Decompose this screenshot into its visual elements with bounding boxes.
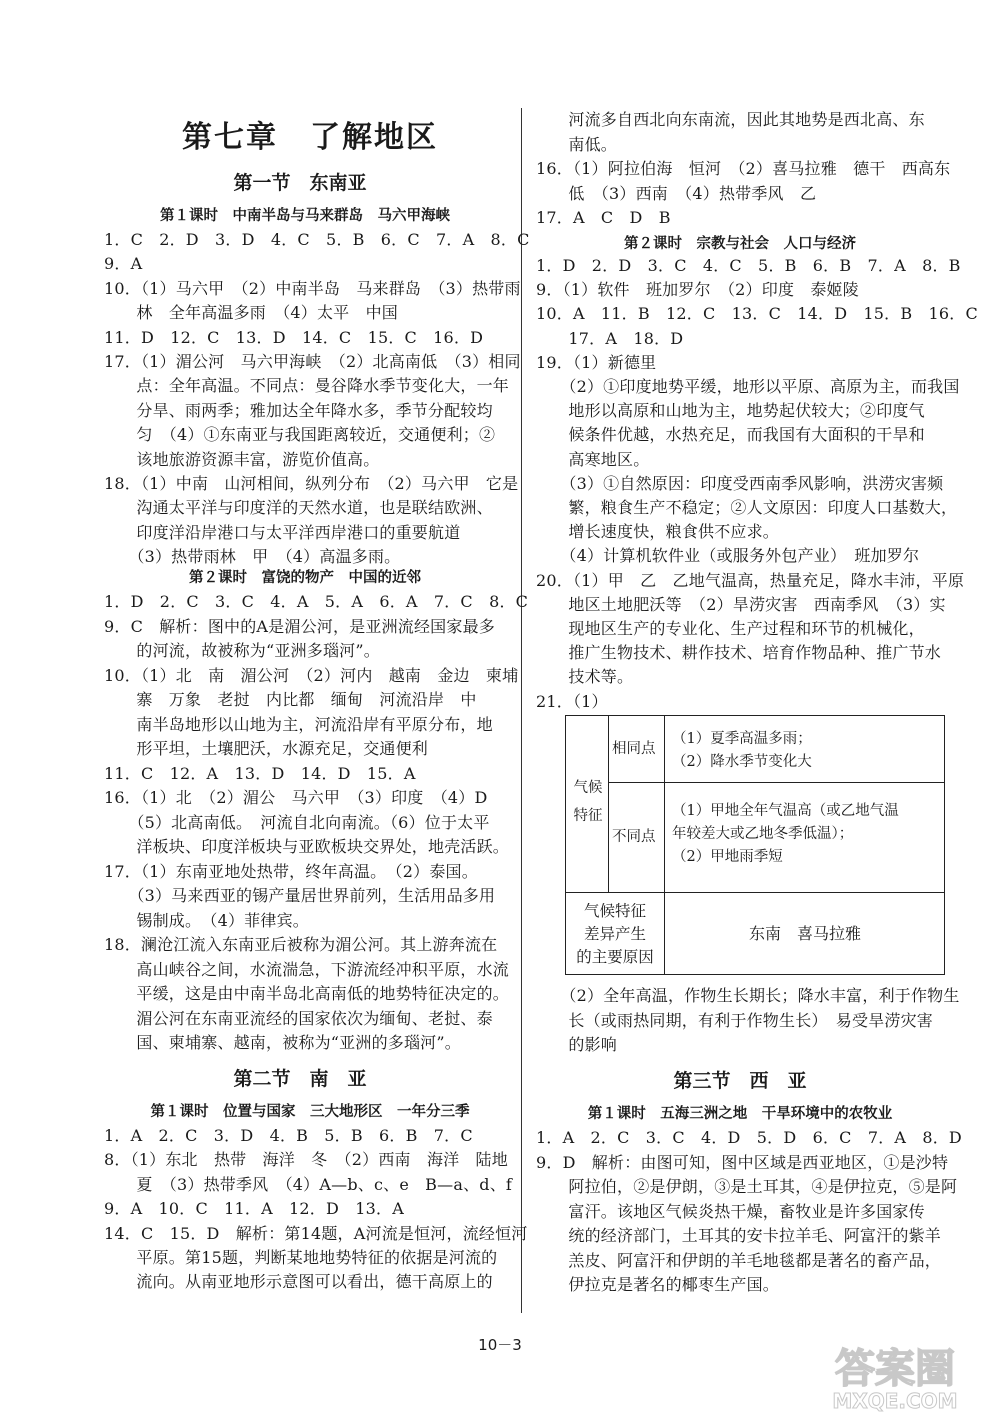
answer-line: 印度洋沿岸港口与太平洋西岸港口的重要航道 — [104, 522, 461, 542]
answer-line: 技术等。 — [536, 667, 634, 687]
answer-line: 平原。第15题，判断某地地势特征的依据是河流的 — [104, 1248, 498, 1267]
answer-line: 国、柬埔寨、越南，被称为“亚洲的多瑙河”。 — [104, 1033, 461, 1052]
answer-line: 19．（1）新德里 — [536, 352, 657, 372]
answer-line: 11．D 12．C 13．D 14．C 15．C 16．D — [104, 327, 484, 347]
answer-line: 1．A 2．C 3．D 4．B 5．B 6．B 7．C — [104, 1126, 473, 1145]
answer-line: （4）计算机软件业（或服务外包产业） 班加罗尔 — [536, 546, 920, 566]
lesson-title: 第１课时 五海三洲之地 干旱环境中的农牧业 — [587, 1106, 893, 1122]
answer-line: 羔皮、阿富汗和伊朗的羊毛地毯都是著名的畜产品， — [536, 1250, 942, 1270]
answer-line: 繁，粮食生产不稳定；②人文原因：印度人口基数大， — [536, 498, 958, 517]
answer-line: 该地旅游资源丰富，游览价值高。 — [104, 449, 380, 469]
answer-line: 洋板块、印度洋板块与亚欧板块交界处，地壳活跃。 — [104, 837, 510, 856]
answer-line: 的河流，故被称为“亚洲多瑙河”。 — [104, 641, 380, 660]
answer-line: 分旱、雨两季；雅加达全年降水多，季节分配较均 — [104, 400, 493, 420]
answer-line: 10．A 11．B 12．C 13．C 14．D 15．B 16．C — [536, 304, 978, 324]
answer-line: 9．A 10．C 11．A 12．D 13．A — [104, 1199, 404, 1219]
answer-line: 8．（1）东北 热带 海洋 冬 （2）西南 海洋 陆地 — [104, 1150, 508, 1170]
answer-line: 14．C 15．D 解析：第14题，A河流是恒河，流经恒河 — [104, 1223, 528, 1243]
answer-line: 平缓，这是由中南半岛北高南低的地势特征决定的。 — [104, 984, 510, 1003]
answer-line: 高山峡谷之间，水流湍急，下游流经冲积平原，水流 — [104, 959, 510, 979]
answer-line: 9．D 解析：由图可知，图中区域是西亚地区，①是沙特 — [536, 1152, 949, 1172]
answer-line: 9．（1）软件 班加罗尔 （2）印度 泰姬陵 — [536, 280, 859, 300]
lesson-title: 第１课时 中南半岛与马来群岛 马六甲海峡 — [160, 208, 450, 224]
svg-text:答案圈: 答案圈 — [835, 1346, 955, 1392]
lesson-title: 第１课时 位置与国家 三大地形区 一年分三季 — [150, 1104, 470, 1120]
answer-line: 1．D 2．C 3．C 4．A 5．A 6．A 7．C 8．C — [104, 592, 529, 611]
answer-line: 16．（1）阿拉伯海 恒河 （2）喜马拉雅 德干 西高东 — [536, 159, 951, 178]
answer-line: 10．（1）马六甲 （2）中南半岛 马来群岛 （3）热带雨 — [104, 278, 521, 298]
answer-line: 21．（1） — [536, 691, 608, 711]
answer-line: 高寒地区。 — [536, 449, 650, 469]
answer-line: 18．澜沧江流入东南亚后被称为湄公河。其上游奔流在 — [104, 935, 498, 954]
answer-line: 点：全年高温。不同点：曼谷降水季节变化大，一年 — [104, 376, 510, 396]
answer-line: 南半岛地形以山地为主，河流沿岸有平原分布，地 — [104, 714, 493, 734]
answer-line: 地区土地肥沃等 （2）旱涝灾害 西南季风 （3）实 — [536, 594, 946, 614]
answer-line: （5）北高南低。 河流自北向南流。（6）位于太平 — [104, 812, 490, 832]
table-diff-points: （1）甲地全年气温高（或乙地气温 年较差大或乙地冬季低温）； （2）甲地雨季短 — [672, 803, 899, 865]
answer-line: 推广生物技术、耕作技术、培育作物品种、推广节水 — [536, 643, 942, 663]
svg-text:MXQE.COM: MXQE.COM — [832, 1389, 958, 1413]
section-title-south-asia: 第二节 南 亚 — [233, 1068, 367, 1090]
answer-line: （3）马来西亚的锡产量居世界前列，生活用品多用 — [104, 886, 496, 905]
answer-line: 20．（1）甲 乙 乙地气温高，热量充足，降水丰沛，平原 — [536, 570, 965, 590]
answer-line: 17．A 18．D — [536, 328, 684, 348]
answer-line: （3）①自然原因：印度受西南季风影响，洪涝灾害频 — [536, 473, 944, 493]
page-number: 10－3 — [478, 1336, 522, 1354]
answer-line: 9．C 解析：图中的A是湄公河，是亚洲流经国家最多 — [104, 616, 495, 636]
watermark-logo — [800, 1340, 990, 1414]
answer-line: 17．A C D B — [536, 208, 671, 227]
answer-line: 17．（1）东南亚地处热带，终年高温。 （2）泰国。 — [104, 861, 478, 881]
column-divider — [521, 108, 522, 1313]
answer-line: 11．C 12．A 13．D 14．D 15．A — [104, 763, 416, 783]
answer-line: 候条件优越，水热充足，而我国有大面积的干旱和 — [536, 425, 925, 445]
answer-line: 增长速度快，粮食供不应求。 — [536, 522, 780, 542]
answer-line: 长（或雨热同期，有利于作物生长） 易受旱涝灾害 — [536, 1010, 934, 1030]
answer-line: 林 全年高温多雨 （4）太平 中国 — [104, 303, 398, 323]
answer-line: 18．（1）中南 山河相间，纵列分布 （2）马六甲 它是 — [104, 474, 519, 493]
answer-line: 统的经济部门，土耳其的安卡拉羊毛、阿富汗的紫羊 — [536, 1226, 942, 1245]
lesson-title: 第２课时 富饶的物产 中国的近邻 — [189, 570, 421, 586]
lesson-title: 第２课时 宗教与社会 人口与经济 — [624, 236, 856, 252]
chapter-title: 第七章 了解地区 — [182, 120, 438, 155]
answer-line: 寨 万象 老挝 内比都 缅甸 河流沿岸 中 — [104, 690, 477, 709]
answer-line: 地形以高原和山地为主，地势起伏较大；②印度气 — [536, 401, 925, 421]
answer-line: 伊拉克是著名的椰枣生产国。 — [536, 1275, 780, 1294]
answer-line: 富汗。该地区气候炎热干燥，畜牧业是许多国家传 — [536, 1201, 925, 1221]
table-label-diff: 不同点 — [612, 829, 656, 845]
answer-line: 夏 （3）热带季风 （4）A—b、c、e B—a、d、f — [104, 1174, 513, 1194]
table-same-points: （1）夏季高温多雨； （2）降水季节变化大 — [672, 731, 812, 770]
table-cause-value: 东南 喜马拉雅 — [748, 924, 861, 943]
answer-line: 10．（1）北 南 湄公河 （2）河内 越南 金边 柬埔 — [104, 665, 519, 685]
answer-line: 锡制成。 （4）菲律宾。 — [104, 910, 309, 930]
answer-line: 的影响 — [536, 1035, 618, 1054]
answer-line: 沟通太平洋与印度洋的天然水道，也是联结欧洲、 — [104, 498, 493, 518]
answer-line: 1．C 2．D 3．D 4．C 5．B 6．C 7．A 8．C — [104, 230, 530, 249]
table-row-header: 气候特征 — [573, 780, 603, 824]
answer-line: 9．A — [104, 254, 143, 274]
answer-line: 16．（1）北 （2）湄公 马六甲 （3）印度 （4）D — [104, 788, 488, 807]
climate-comparison-table — [565, 715, 945, 975]
answer-line: 现地区生产的专业化、生产过程和环节的机械化， — [536, 619, 925, 638]
answer-line: 17．（1）湄公河 马六甲海峡 （2）北高南低 （3）相同 — [104, 352, 521, 371]
table-label-same: 相同点 — [612, 741, 656, 757]
answer-line: 湄公河在东南亚流经的国家依次为缅甸、老挝、泰 — [104, 1008, 493, 1028]
answer-line: 1．A 2．C 3．C 4．D 5．D 6．C 7．A 8．D — [536, 1128, 962, 1147]
section-title-southeast-asia: 第一节 东南亚 — [233, 172, 367, 194]
section-title-west-asia: 第三节 西 亚 — [673, 1070, 807, 1092]
answer-line: 流向。从南亚地形示意图可以看出，德干高原上的 — [104, 1272, 493, 1292]
answer-line: （2）全年高温，作物生长期长；降水丰富，利于作物生 — [536, 986, 960, 1005]
answer-line: （3）热带雨林 甲 （4）高温多雨。 — [104, 547, 401, 567]
answer-line: 匀 （4）①东南亚与我国距离较近，交通便利；② — [104, 425, 496, 445]
answer-line: 南低。 — [536, 134, 618, 154]
table-cause-header: 气候特征 差异产生 的主要原因 — [576, 902, 654, 966]
answer-line: 河流多自西北向东南流，因此其地势是西北高、东 — [536, 110, 925, 129]
answer-line: 阿拉伯，②是伊朗，③是土耳其，④是伊拉克，⑤是阿 — [536, 1177, 958, 1196]
answer-line: 1．D 2．D 3．C 4．C 5．B 6．B 7．A 8．B — [536, 256, 961, 275]
answer-line: （2）①印度地势平缓，地形以平原、高原为主，而我国 — [536, 377, 960, 396]
answer-line: 形平坦，土壤肥沃，水源充足，交通便利 — [104, 739, 429, 758]
answer-line: 低 （3）西南 （4）热带季风 乙 — [536, 183, 817, 203]
